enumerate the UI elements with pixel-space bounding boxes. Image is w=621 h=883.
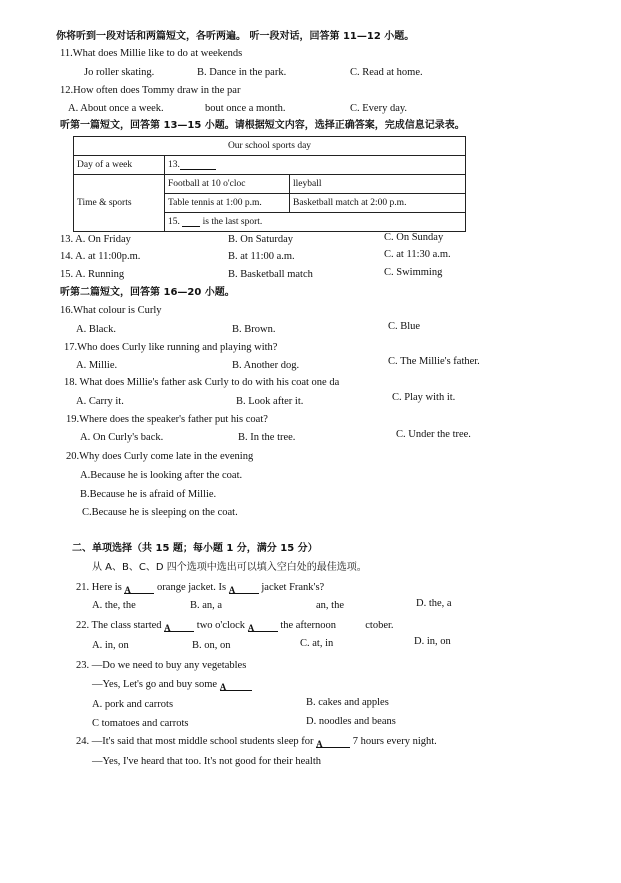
q21-option-b: B. an, a xyxy=(190,600,223,611)
q22-option-b: B. on, on xyxy=(192,640,231,651)
q21-option-c: an, the xyxy=(316,600,344,611)
q20-option-c: C.Because he is sleeping on the coat. xyxy=(82,507,238,518)
q17-option-a: A. Millie. xyxy=(76,360,118,371)
q18-stem: 18. What does Millie's father ask Curly to do with his coat one da xyxy=(64,377,340,388)
q18-option-a: A. Carry it. xyxy=(76,396,124,407)
q19-option-a: A. On Curly's back. xyxy=(80,432,164,443)
q11-option-c: C. Read at home. xyxy=(350,67,423,78)
q16-option-b: B. Brown. xyxy=(232,324,276,335)
table-day-value: 13. xyxy=(165,156,466,175)
q13-option-a: 13. A. On Friday xyxy=(60,234,131,245)
q18-option-c: C. Play with it. xyxy=(392,392,456,403)
listening-intro: 你将听到一段对话和两篇短文，各听两遍。 听一段对话，回答第 11—12 小题。 xyxy=(56,31,415,42)
q11-option-b: B. Dance in the park. xyxy=(197,67,287,78)
table-basketball-cell: Basketball match at 2:00 p.m. xyxy=(290,194,466,213)
q21-option-d: D. the, a xyxy=(416,598,452,609)
answer-blank: A xyxy=(220,681,252,691)
q13-option-b: B. On Saturday xyxy=(228,234,294,245)
table-title: Our school sports day xyxy=(74,137,466,156)
q24-reply: —Yes, I've heard that too. It's not good for their health xyxy=(92,756,322,767)
answer-blank: A xyxy=(229,584,259,594)
q19-option-b: B. In the tree. xyxy=(238,432,296,443)
q22-option-c: C. at, in xyxy=(300,638,334,649)
answer-blank: A xyxy=(248,622,278,632)
q15-option-a: 15. A. Running xyxy=(60,269,125,280)
q19-option-c: C. Under the tree. xyxy=(396,429,471,440)
q17-option-c: C. The Millie's father. xyxy=(388,356,480,367)
q19-stem: 19.Where does the speaker's father put his coat? xyxy=(66,414,268,425)
sports-day-table xyxy=(73,136,466,232)
q13-option-c: C. On Sunday xyxy=(384,232,444,243)
passage1-intro: 听第一篇短文，回答第 13—15 小题。请根据短文内容，选择正确答案，完成信息记录表。 xyxy=(60,120,465,131)
table-day-label: Day of a week xyxy=(74,156,165,175)
q11-stem: 11.What does Millie like to do at weekends xyxy=(60,48,243,59)
q14-option-b: B. at 11:00 a.m. xyxy=(228,251,295,262)
table-volleyball-cell: lleyball xyxy=(290,175,466,194)
answer-blank xyxy=(182,217,200,227)
q22-option-a: A. in, on xyxy=(92,640,129,651)
q17-stem: 17.Who does Curly like running and playing with? xyxy=(64,342,278,353)
table-time-label: Time & sports xyxy=(74,175,165,232)
q18-option-b: B. Look after it. xyxy=(236,396,304,407)
q12-option-a: A. About once a week. xyxy=(68,103,164,114)
q16-option-a: A. Black. xyxy=(76,324,116,335)
q16-stem: 16.What colour is Curly xyxy=(60,305,162,316)
q23-stem: 23. —Do we need to buy any vegetables xyxy=(76,660,247,671)
table-tennis-cell: Table tennis at 1:00 p.m. xyxy=(165,194,290,213)
q12-option-b: bout once a month. xyxy=(205,103,286,114)
q23-option-d: D. noodles and beans xyxy=(306,716,396,727)
section2-header: 二、单项选择（共 15 题；每小题 1 分，满分 15 分） xyxy=(72,543,318,554)
q23-option-c: C tomatoes and carrots xyxy=(92,718,189,729)
q23-option-b: B. cakes and apples xyxy=(306,697,389,708)
q14-option-c: C. at 11:30 a.m. xyxy=(384,249,451,260)
q21-stem: 21. Here is A orange jacket. Is A jacket Frank's? xyxy=(76,582,325,595)
q23-option-a: A. pork and carrots xyxy=(92,699,174,710)
q20-stem: 20.Why does Curly come late in the evening xyxy=(66,451,254,462)
q20-option-a: A.Because he is looking after the coat. xyxy=(80,470,243,481)
table-football-cell: Football at 10 o'cloc xyxy=(165,175,290,194)
q16-option-c: C. Blue xyxy=(388,321,421,332)
q15-option-b: B. Basketball match xyxy=(228,269,313,280)
q23-reply: —Yes, Let's go and buy some A xyxy=(92,678,252,691)
answer-blank: A xyxy=(316,738,350,748)
q17-option-b: B. Another dog. xyxy=(232,360,300,371)
section2-instruction: 从 A、B、C、D 四个选项中选出可以填入空白处的最佳选项。 xyxy=(92,562,367,573)
q20-option-b: B.Because he is afraid of Millie. xyxy=(80,489,217,500)
answer-blank xyxy=(180,160,216,170)
q12-option-c: C. Every day. xyxy=(350,103,408,114)
q24-stem: 24. —It's said that most middle school students sleep for A 7 hours every night. xyxy=(76,736,437,749)
q15-option-c: C. Swimming xyxy=(384,267,443,278)
answer-blank: A xyxy=(164,622,194,632)
passage2-intro: 听第二篇短文，回答第 16—20 小题。 xyxy=(60,287,235,298)
q11-option-a: Jo roller skating. xyxy=(84,67,155,78)
q21-option-a: A. the, the xyxy=(92,600,136,611)
answer-blank: A xyxy=(124,584,154,594)
q12-stem: 12.How often does Tommy draw in the par xyxy=(60,85,241,96)
table-last-sport-cell: 15. is the last sport. xyxy=(165,213,466,232)
q14-option-a: 14. A. at 11:00p.m. xyxy=(60,251,141,262)
q22-stem: 22. The class started A two o'clock A the afternoon ctober. xyxy=(76,620,394,633)
q22-option-d: D. in, on xyxy=(414,636,451,647)
